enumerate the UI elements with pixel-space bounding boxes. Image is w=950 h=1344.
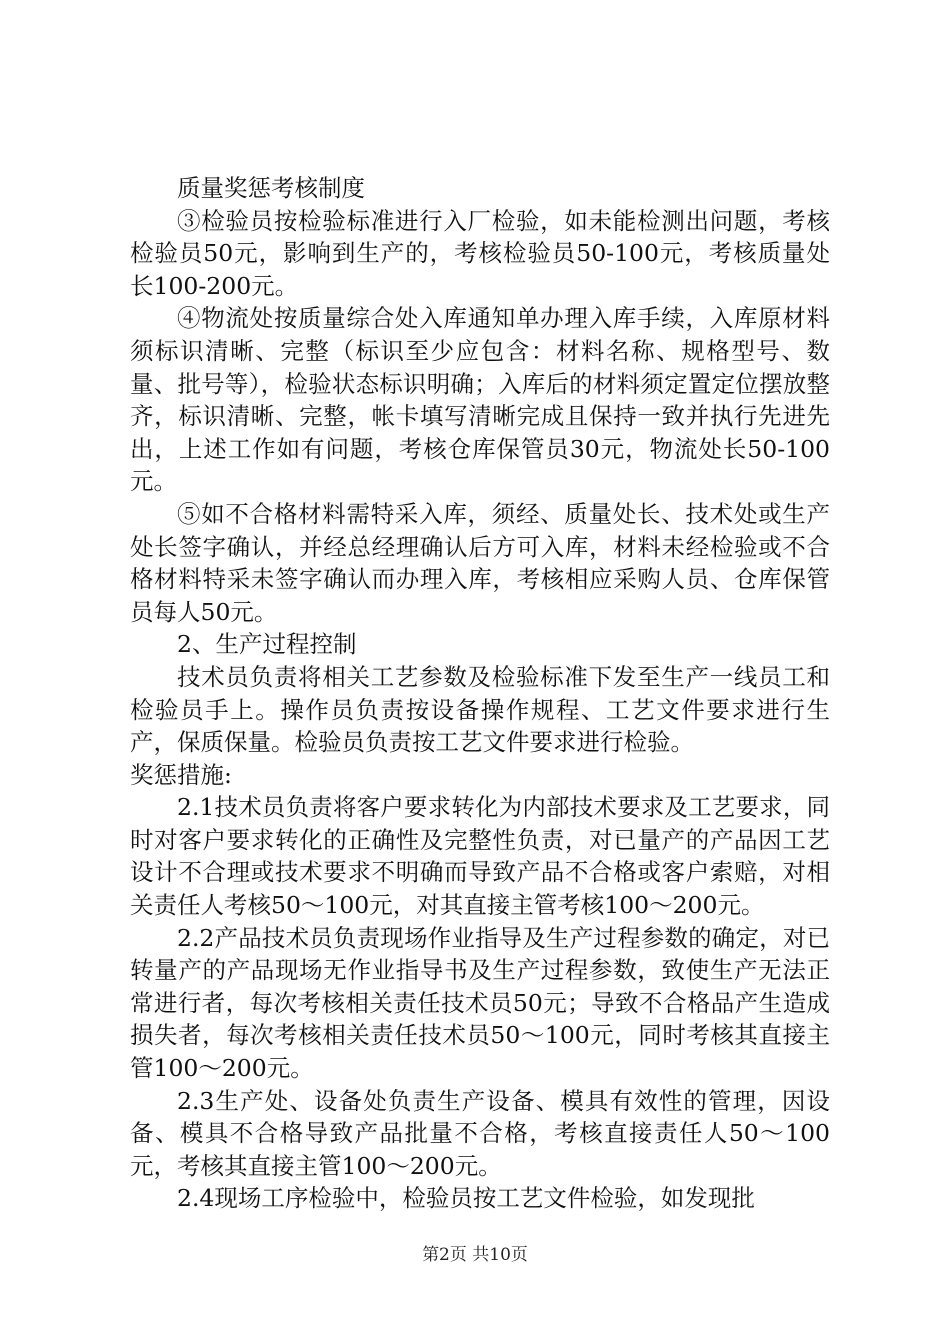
paragraph-2-1: 2.1技术员负责将客户要求转化为内部技术要求及工艺要求，同时对客户要求转化的正确性及完整性负责，对已量产的产品因工艺设计不合理或技术要求不明确而导致产品不合格或客户索赔，对相关责任人考核50～100元，对其直接主管考核100～200元。 (130, 793, 830, 920)
paragraph-2-2: 2.2产品技术员负责现场作业指导及生产过程参数的确定，对已转量产的产品现场无作业指导书及生产过程参数，致使生产无法正常进行者，每次考核相关责任技术员50元；导致不合格品产生造成损失者，每次考核相关责任技术员50～100元，同时考核其直接主管100～200元。 (130, 923, 830, 1083)
paragraph-item-4: ④物流处按质量综合处入库通知单办理入库手续，入库原材料须标识清晰、完整（标识至少应包含：材料名称、规格型号、数量、批号等），检验状态标识明确；入库后的材料须定置定位摆放整齐，标识清晰、完整，帐卡填写清晰完成且保持一致并执行先进先出，上述工作如有问题，考核仓库保管员30元，物流处长50-100元。 (130, 304, 830, 496)
paragraph-technician-duties: 技术员负责将相关工艺参数及检验标准下发至生产一线员工和检验员手上。操作员负责按设备操作规程、工艺文件要求进行生产，保质保量。检验员负责按工艺文件要求进行检验。 (130, 662, 830, 757)
document-body (130, 172, 830, 1215)
paragraph-2-4: 2.4现场工序检验中，检验员按工艺文件检验，如发现批 (177, 1184, 755, 1213)
paragraph-reward-measures-label: 奖惩措施: (130, 760, 232, 789)
paragraph-item-3: ③检验员按检验标准进行入厂检验，如未能检测出问题，考核检验员50元，影响到生产的，考核检验员50-100元，考核质量处长100-200元。 (130, 206, 830, 300)
paragraph-item-5: ⑤如不合格材料需特采入库，须经、质量处长、技术处或生产处长签字确认，并经总经理确认后方可入库，材料未经检验或不合格材料特采未签字确认而办理入库，考核相应采购人员、仓库保管员每人50元。 (130, 499, 830, 626)
paragraph-2-3: 2.3生产处、设备处负责生产设备、模具有效性的管理，因设备、模具不合格导致产品批量不合格，考核直接责任人50～100元，考核其直接主管100～200元。 (130, 1086, 830, 1180)
page-number-footer: 第2页 共10页 (422, 1245, 528, 1265)
paragraph-title: 质量奖惩考核制度 (177, 174, 365, 202)
section-heading-production-control: 2、生产过程控制 (177, 630, 357, 659)
